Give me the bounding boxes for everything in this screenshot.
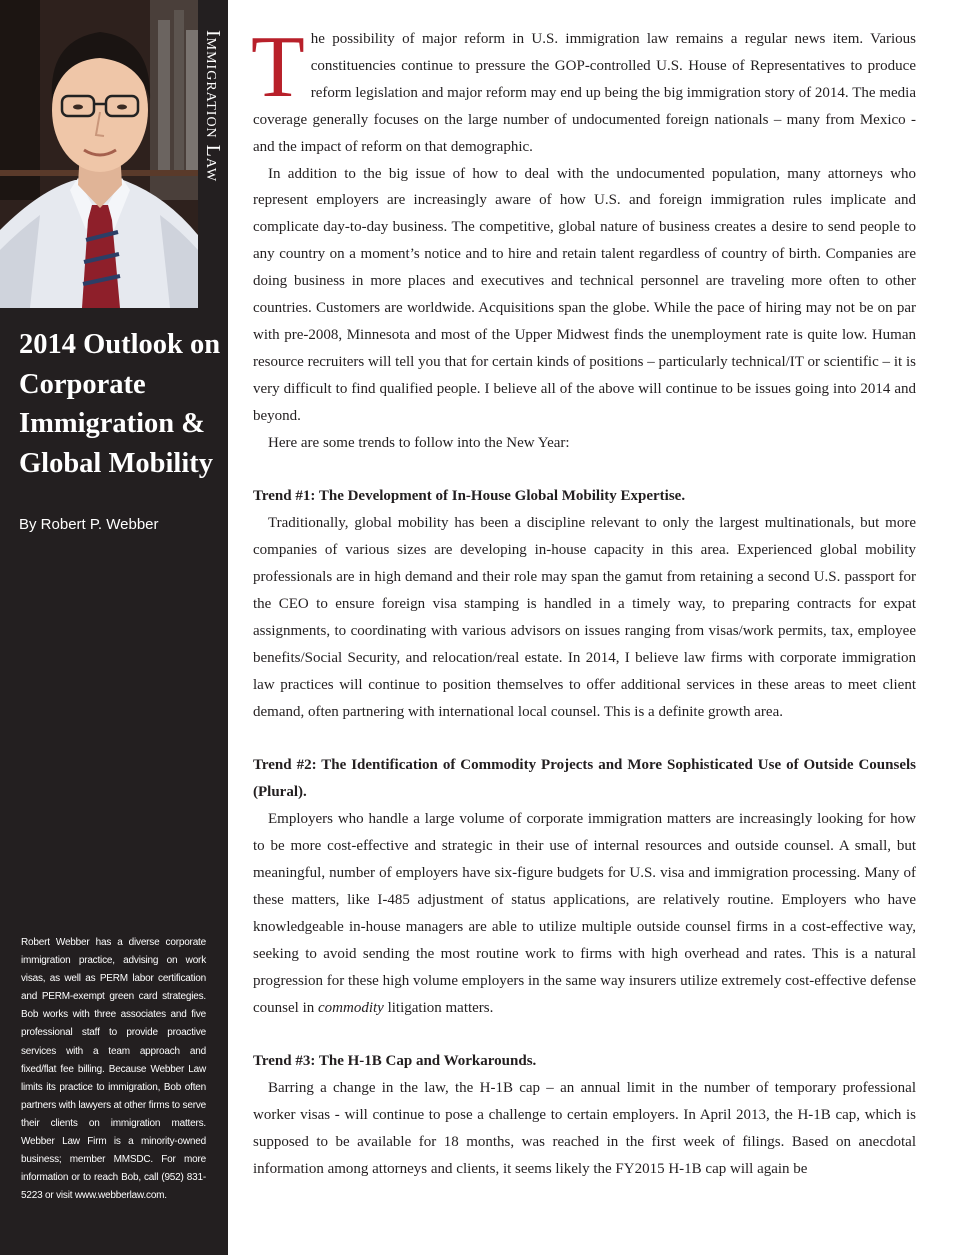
byline: By Robert P. Webber: [19, 516, 159, 533]
intro-paragraph-1: [251, 19, 916, 161]
author-photo: [0, 0, 198, 308]
author-bio: Robert Webber has a diverse corporate immigration practice, advising on work visas, as well as PERM labor certification and PERM-exempt green card strategies. Bob works with three associates and five professional staff to provide proactive services with a team approach and fixed/flat fee billing. Because Webber Law limits its practice to immigration, Bob often partners with lawyers at other firms to serve their clients on immigration matters. Webber Law Firm is a minority-owned business; member MMSDC. For more information or to reach Bob, call (952) 831-5223 or visit www.webberlaw.com.: [21, 937, 206, 1202]
article-title: 2014 Outlook on Corporate Immigration & Global Mobility: [19, 329, 221, 479]
section-label: Immigration Law: [202, 30, 224, 183]
drop-cap: T: [251, 19, 305, 116]
trend-2-body-end: litigation matters.: [383, 999, 494, 1016]
trend-3-body: Barring a change in the law, the H-1B cap – an annual limit in the number of temporary professional worker visas - will continue to pose a challenge to certain employers. In April 2013, the H-1B cap, which is supposed to be available for 18 months, was reached in the first week of filings. Based on anecdotal information among attorneys and clients, it seems likely the FY2015 H-1B cap will again be: [253, 1080, 916, 1178]
author-portrait-image: [0, 0, 198, 308]
trend-2-body-text: Employers who handle a large volume of corporate immigration matters are increasingly looking for how to be more cost-effective and strategic in their use of internal resources and outside counsel. A small, but meaningful, number of employers have six-figure budgets for U.S. visa and immigration processing. Many of these matters, like I-485 adjustment of status applications, are relatively routine. Employers who have knowledgeable in-house managers are able to utilize multiple outside counsel firms in a cost-effective way, seeking to avoid sending the most routine work to firms with high overhead and rates. This is a natural progression for these high volume employers in the same way insurers utilize extremely cost-effective defense counsel in: [253, 811, 916, 1016]
section-label-bar: [198, 0, 228, 308]
trend-1-heading: Trend #1: The Development of In-House Global Mobility Expertise.: [253, 488, 686, 505]
intro-paragraph-1-text: he possibility of major reform in U.S. immigration law remains a regular news item. Various constituencies continue to pressure the GOP-controlled U.S. House of Representatives to produce reform legislation and major reform may end up being the big immigration story of 2014. The media coverage generally focuses on the large number of undocumented foreign nationals – many from Mexico - and the impact of reform on that demographic.: [253, 31, 916, 155]
trend-1-body: Traditionally, global mobility has been a discipline relevant to only the largest multinationals, but more companies of various sizes are developing in-house capacity in this area. Experienced global mobility professionals are in high demand and their role may span the gamut from retaining a second U.S. passport for the CEO to ensure foreign visa stamping is handled in a timely way, to preparing contracts for expat assignments, to coordinating with various advisors on issues ranging from visas/work permits, tax, employee benefits/Social Security, and relocation/real estate. In 2014, I believe law firms with corporate immigration law practices will continue to position themselves to offer additional services in these areas to meet client demand, often partnering with international local counsel. This is a definite growth area.: [253, 515, 916, 720]
intro-paragraph-2: In addition to the big issue of how to deal with the undocumented population, many attorneys who represent employers are increasingly aware of how U.S. and foreign immigration rules implicate and complicate day-to-day business. The competitive, global nature of business creates a desire to send people to any country on a moment’s notice and to hire and retain talent regardless of country of birth. Companies are doing business in more places and executives and technical personnel are traveling more often to other countries. Customers are worldwide. Acquisitions span the globe. While the pace of hiring may not be on par with pre-2008, Minnesota and most of the Upper Midwest finds the unemployment rate is quite low. Human resource recruiters will tell you that for certain kinds of positions – particularly technical/IT or scientific – it is very difficult to find qualified people. I believe all of the above will continue to be issues going into 2014 and beyond.: [253, 165, 916, 424]
trend-2-heading: Trend #2: The Identification of Commodity Projects and More Sophisticated Use of Outside Counsels (Plural).: [253, 757, 916, 801]
trend-3-heading: Trend #3: The H-1B Cap and Workarounds.: [253, 1053, 537, 1070]
sidebar: [0, 0, 228, 1255]
trend-2-body-emphasis: commodity: [318, 999, 384, 1016]
article-body: [251, 19, 916, 1183]
intro-paragraph-3: Here are some trends to follow into the New Year:: [268, 434, 570, 451]
trend-2-body: [253, 806, 916, 1021]
